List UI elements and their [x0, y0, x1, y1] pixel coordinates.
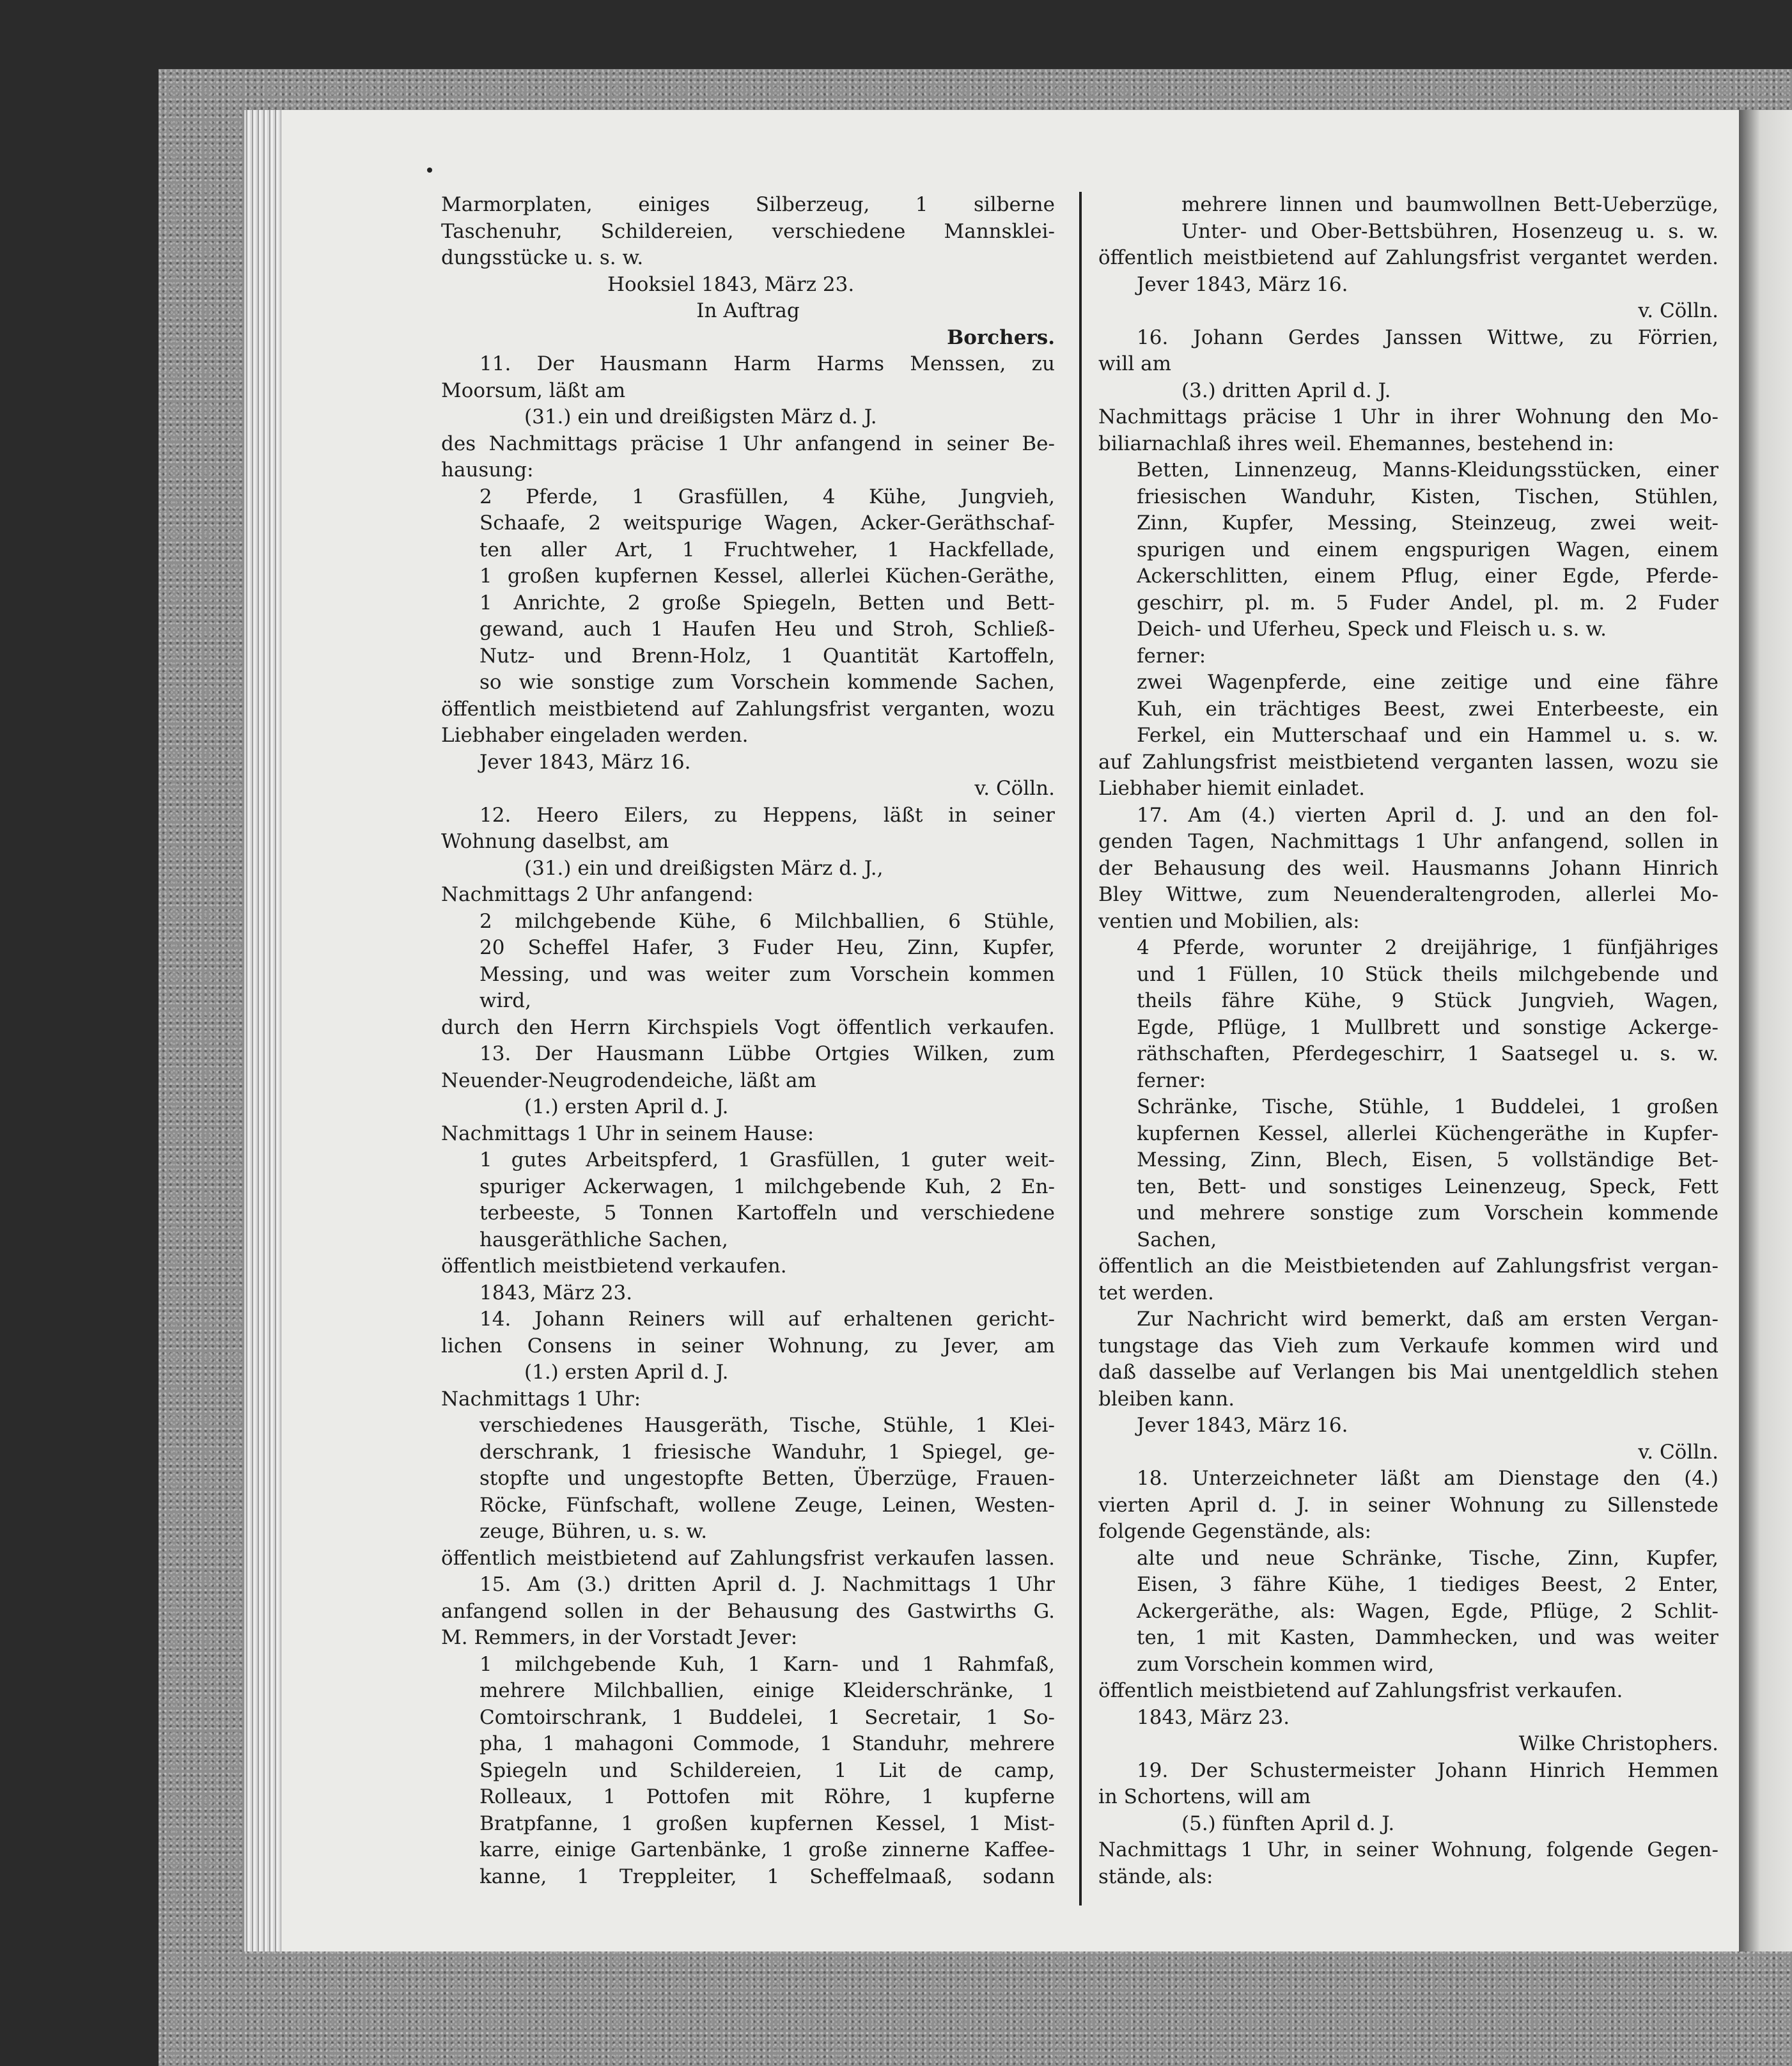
- text-line: Neuender-Neugrodendeiche, läßt am: [441, 1068, 816, 1092]
- item-line: Sachen,: [1137, 1228, 1217, 1251]
- item-line: Messing, Zinn, Blech, Eisen, 5 vollständige Bet-: [1137, 1148, 1718, 1171]
- item-line: stopfte und ungestopfte Betten, Überzüge, Frauen-: [479, 1467, 1055, 1490]
- text-line: lichen Consens in seiner Wohnung, zu Jever, am: [441, 1334, 1055, 1358]
- date-line: (3.) dritten April d. J.: [1181, 379, 1391, 402]
- dateline: 1843, März 23.: [479, 1281, 633, 1304]
- notice-heading: 19. Der Schustermeister Johann Hinrich Hemmen: [1137, 1758, 1718, 1782]
- item-line: terbeeste, 5 Tonnen Kartoffeln und verschiedene: [479, 1201, 1055, 1225]
- notice-heading: 13. Der Hausmann Lübbe Ortgies Wilken, zum: [479, 1042, 1055, 1065]
- item-line: Egde, Pflüge, 1 Mullbrett und sonstige Ackerge-: [1137, 1015, 1718, 1039]
- item-line: theils fähre Kühe, 9 Stück Jungvieh, Wagen,: [1137, 989, 1718, 1012]
- item-line: spurigen und einem engspurigen Wagen, einem: [1137, 538, 1718, 561]
- text-line: der Behausung des weil. Hausmanns Johann Hinrich: [1098, 856, 1718, 880]
- text-line: Zur Nachricht wird bemerkt, daß am ersten Vergan-: [1137, 1308, 1718, 1331]
- item-line: kanne, 1 Treppleiter, 1 Scheffelmaaß, sodann: [479, 1865, 1055, 1888]
- text-line: will am: [1098, 352, 1172, 375]
- item-line: ten, Bett- und sonstiges Leinenzeug, Speck, Fett: [1137, 1175, 1718, 1198]
- text-line: durch den Herrn Kirchspiels Vogt öffentlich verkaufen.: [441, 1015, 1055, 1039]
- bullet-mark: [427, 168, 432, 173]
- text-line: in Schortens, will am: [1098, 1785, 1311, 1808]
- item-line: ten aller Art, 1 Fruchtweher, 1 Hackfellade,: [479, 538, 1055, 561]
- item-line: Ackerschlitten, einem Pflug, einer Egde, Pferde-: [1137, 565, 1718, 588]
- facing-page-edge: [1739, 110, 1792, 1952]
- text-line: Nachmittags 1 Uhr, in seiner Wohnung, folgende Gegen-: [1098, 1838, 1718, 1861]
- text-line: öffentlich meistbietend auf Zahlungsfrist verkaufen lassen.: [441, 1546, 1055, 1570]
- text-line: Taschenuhr, Schildereien, verschiedene Mannsklei-: [441, 219, 1055, 243]
- text-line: biliarnachlaß ihres weil. Ehemannes, bestehend in:: [1098, 432, 1614, 455]
- text-line: genden Tagen, Nachmittags 1 Uhr anfangend, sollen in: [1098, 830, 1718, 853]
- text-line: stände, als:: [1098, 1865, 1213, 1888]
- item-line: 4 Pferde, worunter 2 dreijährige, 1 fünfjähriges: [1137, 936, 1718, 959]
- text-line: des Nachmittags präcise 1 Uhr anfangend in seiner Be-: [441, 432, 1055, 455]
- text-line: Wohnung daselbst, am: [441, 830, 669, 853]
- text-line: folgende Gegenstände, als:: [1098, 1520, 1371, 1543]
- text-line: Bley Wittwe, zum Neuenderaltengroden, allerlei Mo-: [1098, 883, 1718, 906]
- date-line: (1.) ersten April d. J.: [524, 1095, 729, 1118]
- signature: v. Cölln.: [974, 777, 1055, 800]
- dateline: Jever 1843, März 16.: [1137, 1414, 1348, 1437]
- signature: v. Cölln.: [1638, 299, 1718, 322]
- item-line: Unter- und Ober-Bettsbühren, Hosenzeug u. s. w.: [1181, 219, 1718, 243]
- item-line: Zinn, Kupfer, Messing, Steinzeug, zwei weit-: [1137, 512, 1718, 535]
- item-line: Eisen, 3 fähre Kühe, 1 tiediges Beest, 2 Enter,: [1137, 1573, 1718, 1596]
- item-line: kupfernen Kessel, allerlei Küchengeräthe in Kupfer-: [1137, 1122, 1718, 1145]
- item-line: Messing, und was weiter zum Vorschein kommen: [479, 962, 1055, 986]
- notice-heading: 14. Johann Reiners will auf erhaltenen gericht-: [479, 1308, 1055, 1331]
- text-line: vierten April d. J. in seiner Wohnung zu Sillenstede: [1098, 1493, 1718, 1517]
- text-line: Nachmittags präcise 1 Uhr in ihrer Wohnung den Mo-: [1098, 405, 1718, 428]
- right-column: [1098, 192, 1718, 1890]
- item-line: hausgeräthliche Sachen,: [479, 1228, 728, 1251]
- text-line: ventien und Mobilien, als:: [1098, 909, 1360, 933]
- notice-heading: 17. Am (4.) vierten April d. J. und an den fol-: [1137, 803, 1718, 827]
- item-line: Schränke, Tische, Stühle, 1 Buddelei, 1 großen: [1137, 1095, 1718, 1118]
- text-line: daß dasselbe auf Verlangen bis Mai unentgeldlich stehen: [1098, 1361, 1718, 1384]
- text-line: bleiben kann.: [1098, 1387, 1235, 1411]
- signature: v. Cölln.: [1638, 1440, 1718, 1464]
- item-line: Nutz- und Brenn-Holz, 1 Quantität Kartoffeln,: [479, 644, 1055, 668]
- item-line: Spiegeln und Schildereien, 1 Lit de camp,: [479, 1758, 1055, 1782]
- text-line: öffentlich meistbietend auf Zahlungsfrist verkaufen.: [1098, 1679, 1623, 1702]
- item-line: Kuh, ein trächtiges Beest, zwei Enterbeeste, ein: [1137, 697, 1718, 721]
- item-line: 2 milchgebende Kühe, 6 Milchballien, 6 Stühle,: [479, 909, 1055, 933]
- text-line: öffentlich meistbietend auf Zahlungsfrist vergantet werden.: [1098, 246, 1718, 269]
- item-line: zwei Wagenpferde, eine zeitige und eine fähre: [1137, 671, 1718, 694]
- item-line: Ferkel, ein Mutterschaaf und ein Hammel u. s. w.: [1137, 724, 1718, 747]
- text-line: Liebhaber eingeladen werden.: [441, 724, 749, 747]
- signature: Wilke Christophers.: [1518, 1732, 1718, 1755]
- left-column: [441, 192, 1055, 1890]
- notice-heading: 16. Johann Gerdes Janssen Wittwe, zu Förrien,: [1137, 325, 1718, 349]
- dateline: Jever 1843, März 16.: [1137, 272, 1348, 296]
- item-line: und mehrere sonstige zum Vorschein kommende: [1137, 1201, 1718, 1225]
- date-line: (31.) ein und dreißigsten März d. J.,: [524, 856, 884, 880]
- item-line: 1 gutes Arbeitspferd, 1 Grasfüllen, 1 guter weit-: [479, 1148, 1055, 1171]
- item-line: Comtoirschrank, 1 Buddelei, 1 Secretair, 1 So-: [479, 1705, 1055, 1729]
- column-divider: [1079, 192, 1082, 1906]
- item-line: Rolleaux, 1 Pottofen mit Röhre, 1 kupferne: [479, 1785, 1055, 1808]
- date-line: (5.) fünften April d. J.: [1181, 1812, 1395, 1835]
- page-edges: [244, 110, 281, 1952]
- text-line: M. Remmers, in der Vorstadt Jever:: [441, 1626, 798, 1649]
- item-line: ten, 1 mit Kasten, Dammhecken, und was weiter: [1137, 1626, 1718, 1649]
- item-line: Ackergeräthe, als: Wagen, Egde, Pflüge, 2 Schlit-: [1137, 1599, 1718, 1623]
- dateline: 1843, März 23.: [1137, 1705, 1290, 1729]
- signature: Borchers.: [947, 325, 1055, 349]
- text-line: anfangend sollen in der Behausung des Gastwirths G.: [441, 1599, 1055, 1623]
- item-line: geschirr, pl. m. 5 Fuder Andel, pl. m. 2 Fuder: [1137, 591, 1718, 614]
- text-line: dungsstücke u. s. w.: [441, 246, 644, 269]
- item-line: 20 Scheffel Hafer, 3 Fuder Heu, Zinn, Kupfer,: [479, 936, 1055, 959]
- text-line: öffentlich an die Meistbietenden auf Zahlungsfrist vergan-: [1098, 1255, 1718, 1278]
- notice-heading: 12. Heero Eilers, zu Heppens, läßt in seiner: [479, 803, 1055, 827]
- item-line: 1 großen kupfernen Kessel, allerlei Küchen-Geräthe,: [479, 565, 1055, 588]
- item-line: Röcke, Fünfschaft, wollene Zeuge, Leinen, Westen-: [479, 1493, 1055, 1517]
- item-line: Betten, Linnenzeug, Manns-Kleidungsstücken, einer: [1137, 458, 1718, 481]
- text-line: Nachmittags 1 Uhr in seinem Hause:: [441, 1122, 814, 1145]
- item-line: pha, 1 mahagoni Commode, 1 Standuhr, mehrere: [479, 1732, 1055, 1755]
- text-line: In Auftrag: [696, 299, 800, 322]
- item-line: mehrere linnen und baumwollnen Bett-Ueberzüge,: [1181, 193, 1718, 216]
- text-line: Liebhaber hiemit einladet.: [1098, 777, 1365, 800]
- notice-heading: 11. Der Hausmann Harm Harms Menssen, zu: [479, 352, 1055, 375]
- text-line: tet werden.: [1098, 1281, 1214, 1304]
- item-line: wird,: [479, 989, 531, 1012]
- text-line: Nachmittags 1 Uhr:: [441, 1387, 641, 1411]
- notice-heading: 18. Unterzeichneter läßt am Dienstage den (4.): [1137, 1467, 1718, 1490]
- date-line: (1.) ersten April d. J.: [524, 1361, 729, 1384]
- item-line: karre, einige Gartenbänke, 1 große zinnerne Kaffee-: [479, 1838, 1055, 1861]
- date-line: (31.) ein und dreißigsten März d. J.: [524, 405, 877, 428]
- text-line: tungstage das Vieh zum Verkaufe kommen wird und: [1098, 1334, 1718, 1358]
- text-line: Marmorplaten, einiges Silberzeug, 1 silberne: [441, 193, 1055, 216]
- dateline: Hooksiel 1843, März 23.: [607, 272, 855, 296]
- item-line: zeuge, Bühren, u. s. w.: [479, 1520, 708, 1543]
- item-line: gewand, auch 1 Haufen Heu und Stroh, Schließ-: [479, 618, 1055, 641]
- item-line: verschiedenes Hausgeräth, Tische, Stühle, 1 Klei-: [479, 1414, 1055, 1437]
- item-line: derschrank, 1 friesische Wanduhr, 1 Spiegel, ge-: [479, 1440, 1055, 1464]
- text-line: ferner:: [1137, 644, 1206, 668]
- item-line: Deich- und Uferheu, Speck und Fleisch u. s. w.: [1137, 618, 1607, 641]
- item-line: 1 Anrichte, 2 große Spiegeln, Betten und Bett-: [479, 591, 1055, 614]
- item-line: spuriger Ackerwagen, 1 milchgebende Kuh, 2 En-: [479, 1175, 1055, 1198]
- item-line: Bratpfanne, 1 großen kupfernen Kessel, 1 Mist-: [479, 1812, 1055, 1835]
- item-line: alte und neue Schränke, Tische, Zinn, Kupfer,: [1137, 1546, 1718, 1570]
- item-line: friesischen Wanduhr, Kisten, Tischen, Stühlen,: [1137, 485, 1718, 508]
- text-line: hausung:: [441, 458, 534, 481]
- text-line: öffentlich meistbietend verkaufen.: [441, 1255, 787, 1278]
- text-line: Nachmittags 2 Uhr anfangend:: [441, 883, 754, 906]
- item-line: so wie sonstige zum Vorschein kommende Sachen,: [479, 671, 1055, 694]
- item-line: räthschaften, Pferdegeschirr, 1 Saatsegel u. s. w.: [1137, 1042, 1718, 1065]
- item-line: Schaafe, 2 weitspurige Wagen, Acker-Geräthschaf-: [479, 512, 1055, 535]
- dateline: Jever 1843, März 16.: [479, 750, 691, 774]
- text-line: auf Zahlungsfrist meistbietend verganten lassen, wozu sie: [1098, 750, 1718, 774]
- text-line: Moorsum, läßt am: [441, 379, 626, 402]
- text-line: ferner:: [1137, 1068, 1206, 1092]
- text-line: öffentlich meistbietend auf Zahlungsfrist verganten, wozu: [441, 697, 1055, 721]
- item-line: 1 milchgebende Kuh, 1 Karn- und 1 Rahmfaß,: [479, 1652, 1055, 1676]
- item-line: 2 Pferde, 1 Grasfüllen, 4 Kühe, Jungvieh,: [479, 485, 1055, 508]
- item-line: mehrere Milchballien, einige Kleiderschränke, 1: [479, 1679, 1055, 1702]
- item-line: zum Vorschein kommen wird,: [1137, 1652, 1435, 1676]
- notice-heading: 15. Am (3.) dritten April d. J. Nachmittags 1 Uhr: [479, 1573, 1055, 1596]
- item-line: und 1 Füllen, 10 Stück theils milchgebende und: [1137, 962, 1718, 986]
